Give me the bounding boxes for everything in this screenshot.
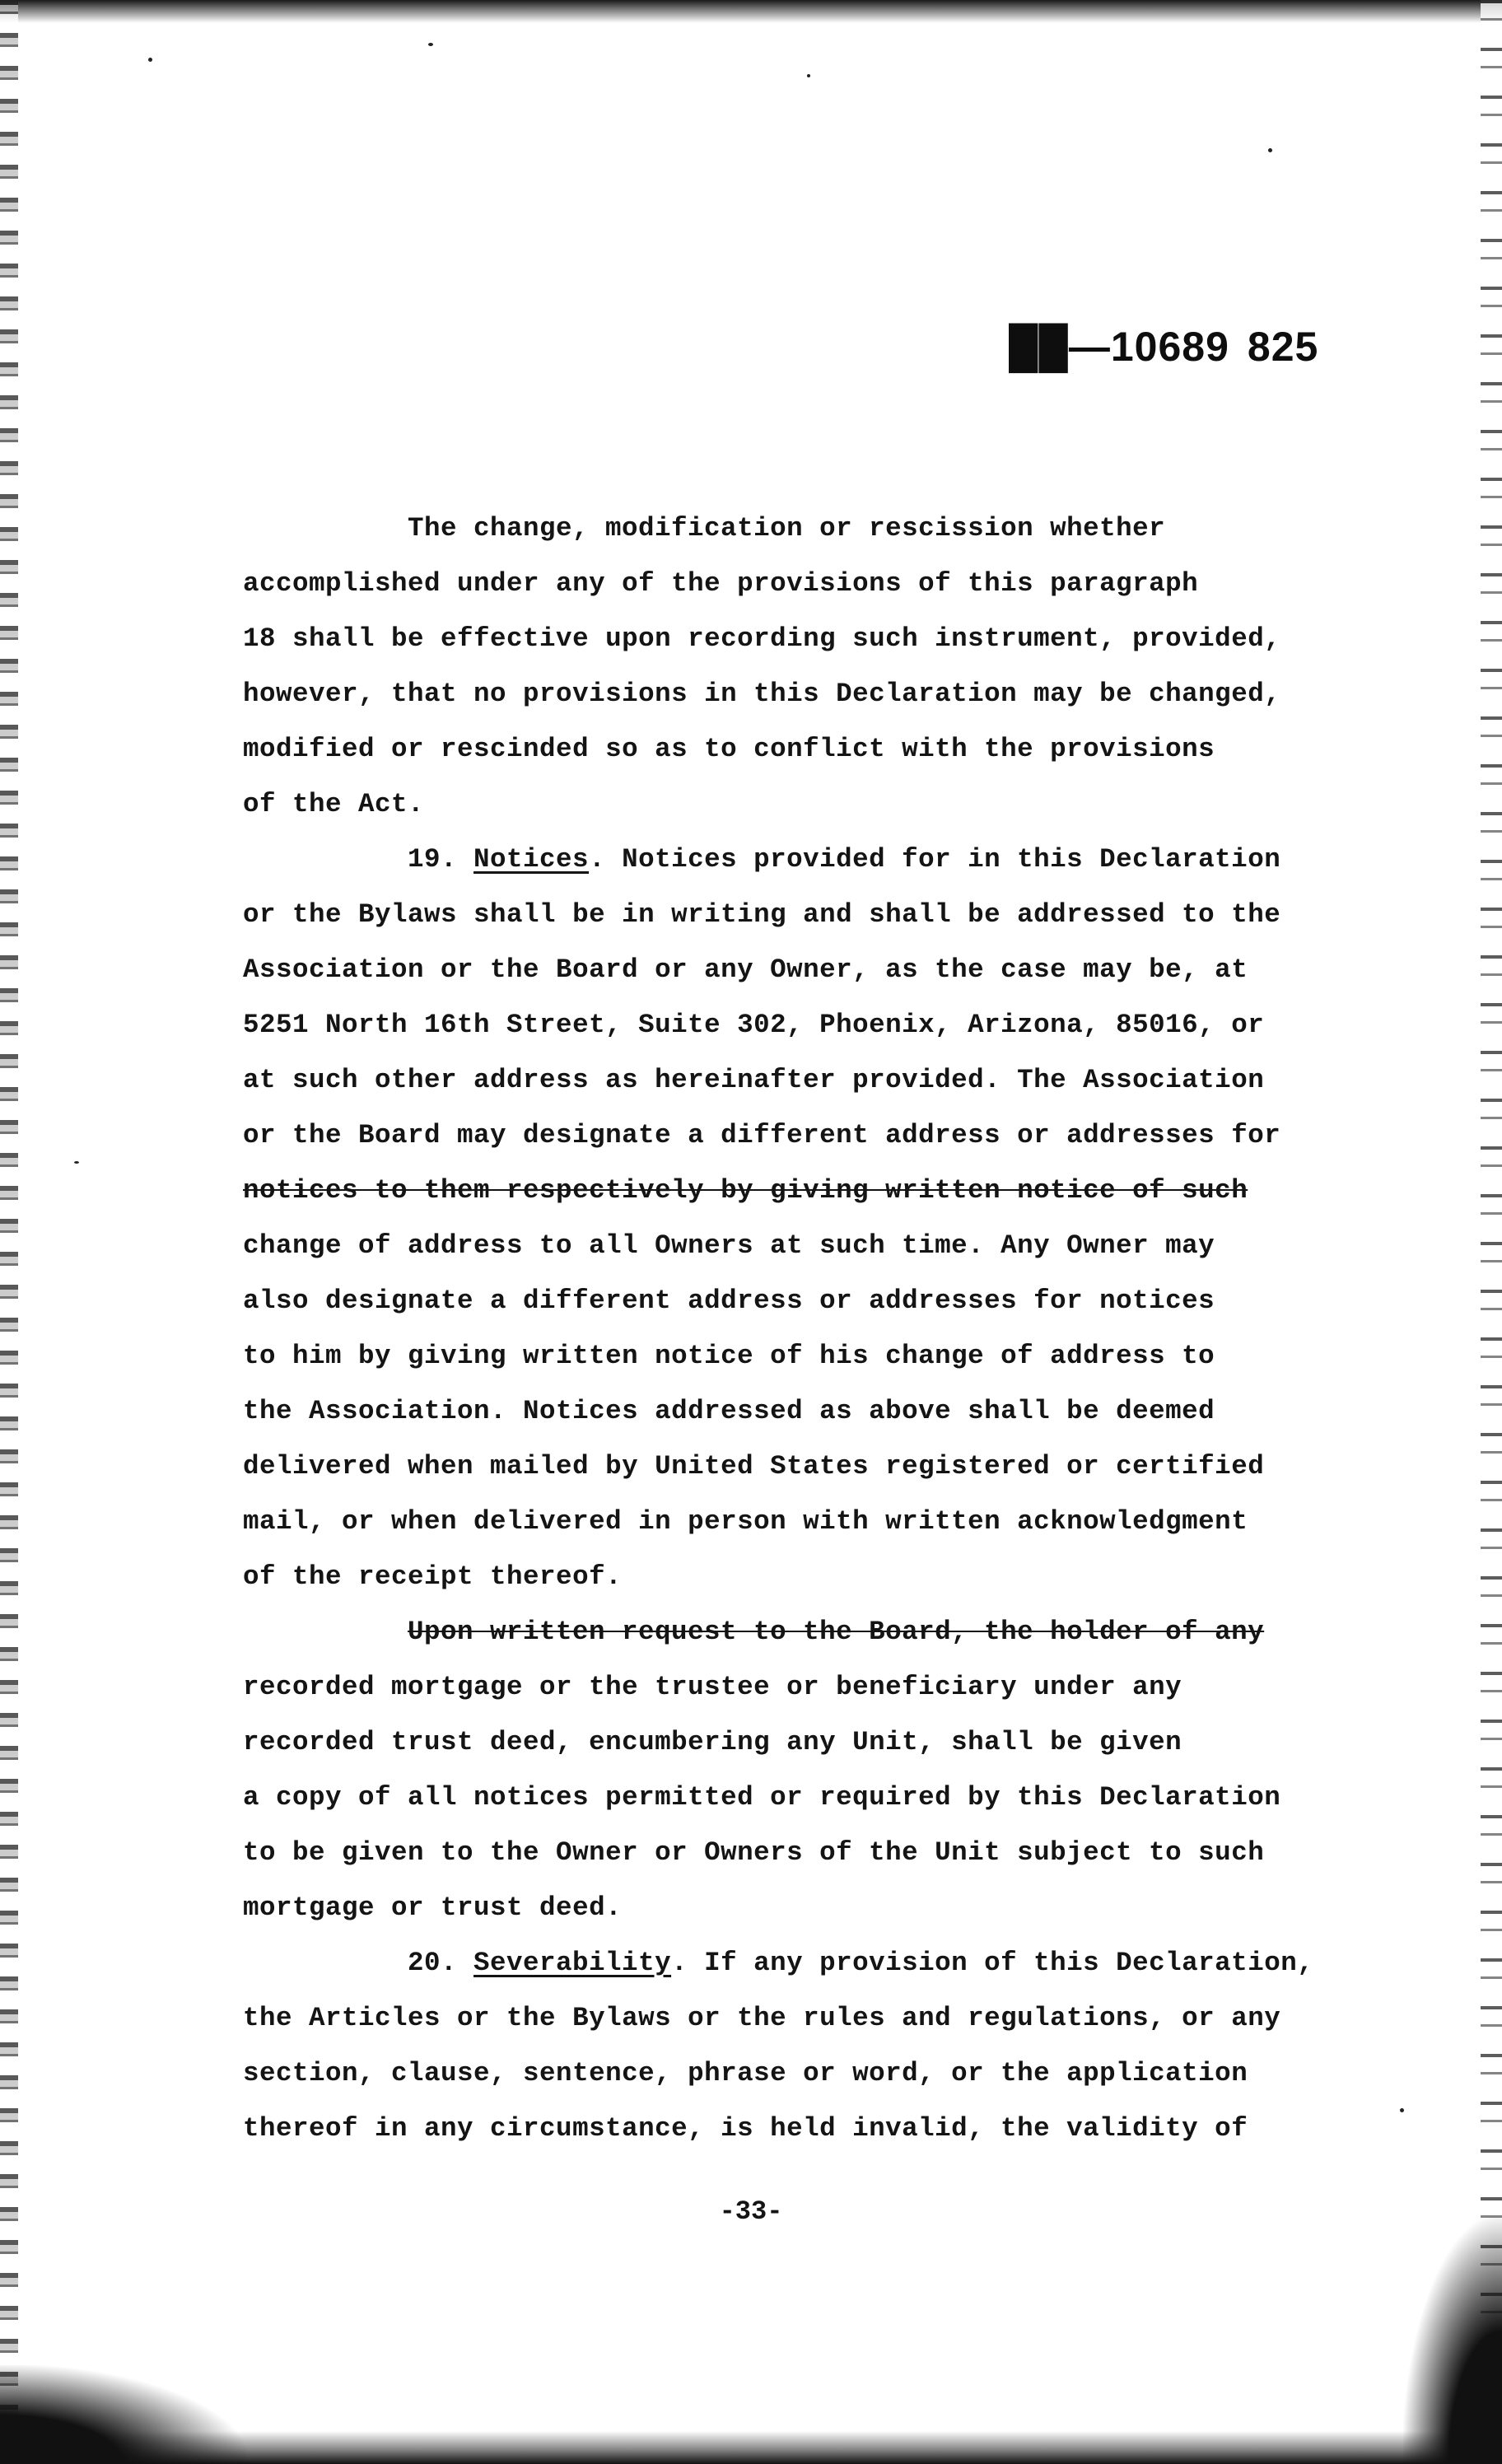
text-line: to be given to the Owner or Owners of the Unit subject to such — [243, 1837, 1265, 1868]
scan-edge-top — [0, 0, 1502, 23]
section-heading: Notices — [473, 844, 590, 875]
section-number: 20. — [408, 1948, 458, 1978]
text-line: the Association. Notices addressed as above shall be deemed — [243, 1396, 1215, 1426]
text-fragment: . Notices provided for in this Declaration — [589, 844, 1281, 875]
text-line: at such other address as hereinafter provided. The Association — [243, 1065, 1265, 1095]
text-line: The change, modification or rescission whether — [408, 513, 1166, 544]
scan-edge-left — [0, 0, 18, 2464]
text-line: a copy of all notices permitted or required by this Declaration — [243, 1782, 1281, 1813]
text-line: recorded trust deed, encumbering any Unit, shall be given — [243, 1727, 1182, 1757]
book-number: ██—10689 — [1009, 324, 1229, 370]
text-line: delivered when mailed by United States registered or certified — [243, 1451, 1265, 1482]
text-line: mortgage or trust deed. — [243, 1892, 623, 1923]
scan-speck — [148, 58, 152, 62]
scan-speck — [1268, 148, 1272, 152]
text-line: 18 shall be effective upon recording such instrument, provided, — [243, 623, 1281, 654]
page-ref-number: 825 — [1247, 324, 1319, 370]
text-line: of the receipt thereof. — [243, 1561, 623, 1592]
text-line: notices to them respectively by giving written notice of such — [243, 1175, 1248, 1206]
text-line: to him by giving written notice of his change of address to — [243, 1341, 1215, 1371]
text-line: thereof in any circumstance, is held invalid, the validity of — [243, 2113, 1248, 2144]
text-line: however, that no provisions in this Declaration may be changed, — [243, 679, 1281, 709]
text-line: the Articles or the Bylaws or the rules and regulations, or any — [243, 2003, 1281, 2033]
section-19-heading-line — [243, 832, 1412, 887]
text-line: also designate a different address or addresses for notices — [243, 1286, 1215, 1316]
text-line: of the Act. — [243, 789, 425, 819]
text-line: or the Bylaws shall be in writing and shall be addressed to the — [243, 899, 1281, 930]
text-line: modified or rescinded so as to conflict with the provisions — [243, 734, 1215, 764]
recording-stamp — [1009, 323, 1318, 371]
text-line: 5251 North 16th Street, Suite 302, Phoenix, Arizona, 85016, or — [243, 1010, 1265, 1040]
scan-speck — [428, 43, 433, 46]
section-number: 19. — [408, 844, 458, 875]
text-line: Association or the Board or any Owner, as the case may be, at — [243, 954, 1248, 985]
text-fragment: . If any provision of this Declaration, — [671, 1948, 1314, 1978]
text-line: accomplished under any of the provisions of this paragraph — [243, 568, 1199, 599]
text-line: Upon written request to the Board, the holder of any — [408, 1617, 1265, 1647]
section-20-heading-line — [243, 1935, 1412, 1990]
scan-speck — [74, 1161, 79, 1164]
text-line: recorded mortgage or the trustee or beneficiary under any — [243, 1672, 1182, 1702]
text-line: section, clause, sentence, phrase or word, or the application — [243, 2058, 1248, 2088]
document-body — [243, 501, 1412, 2156]
text-line: change of address to all Owners at such time. Any Owner may — [243, 1230, 1215, 1261]
text-line: mail, or when delivered in person with written acknowledgment — [243, 1506, 1248, 1537]
scan-edge-right — [1481, 0, 1502, 2464]
page-number: -33- — [719, 2196, 783, 2227]
scan-corner-shadow-right — [1403, 2217, 1502, 2464]
text-line: or the Board may designate a different address or addresses for — [243, 1120, 1281, 1150]
section-heading: Severability — [473, 1948, 672, 1978]
scan-speck — [807, 74, 810, 77]
scan-corner-shadow-left — [0, 2365, 247, 2464]
